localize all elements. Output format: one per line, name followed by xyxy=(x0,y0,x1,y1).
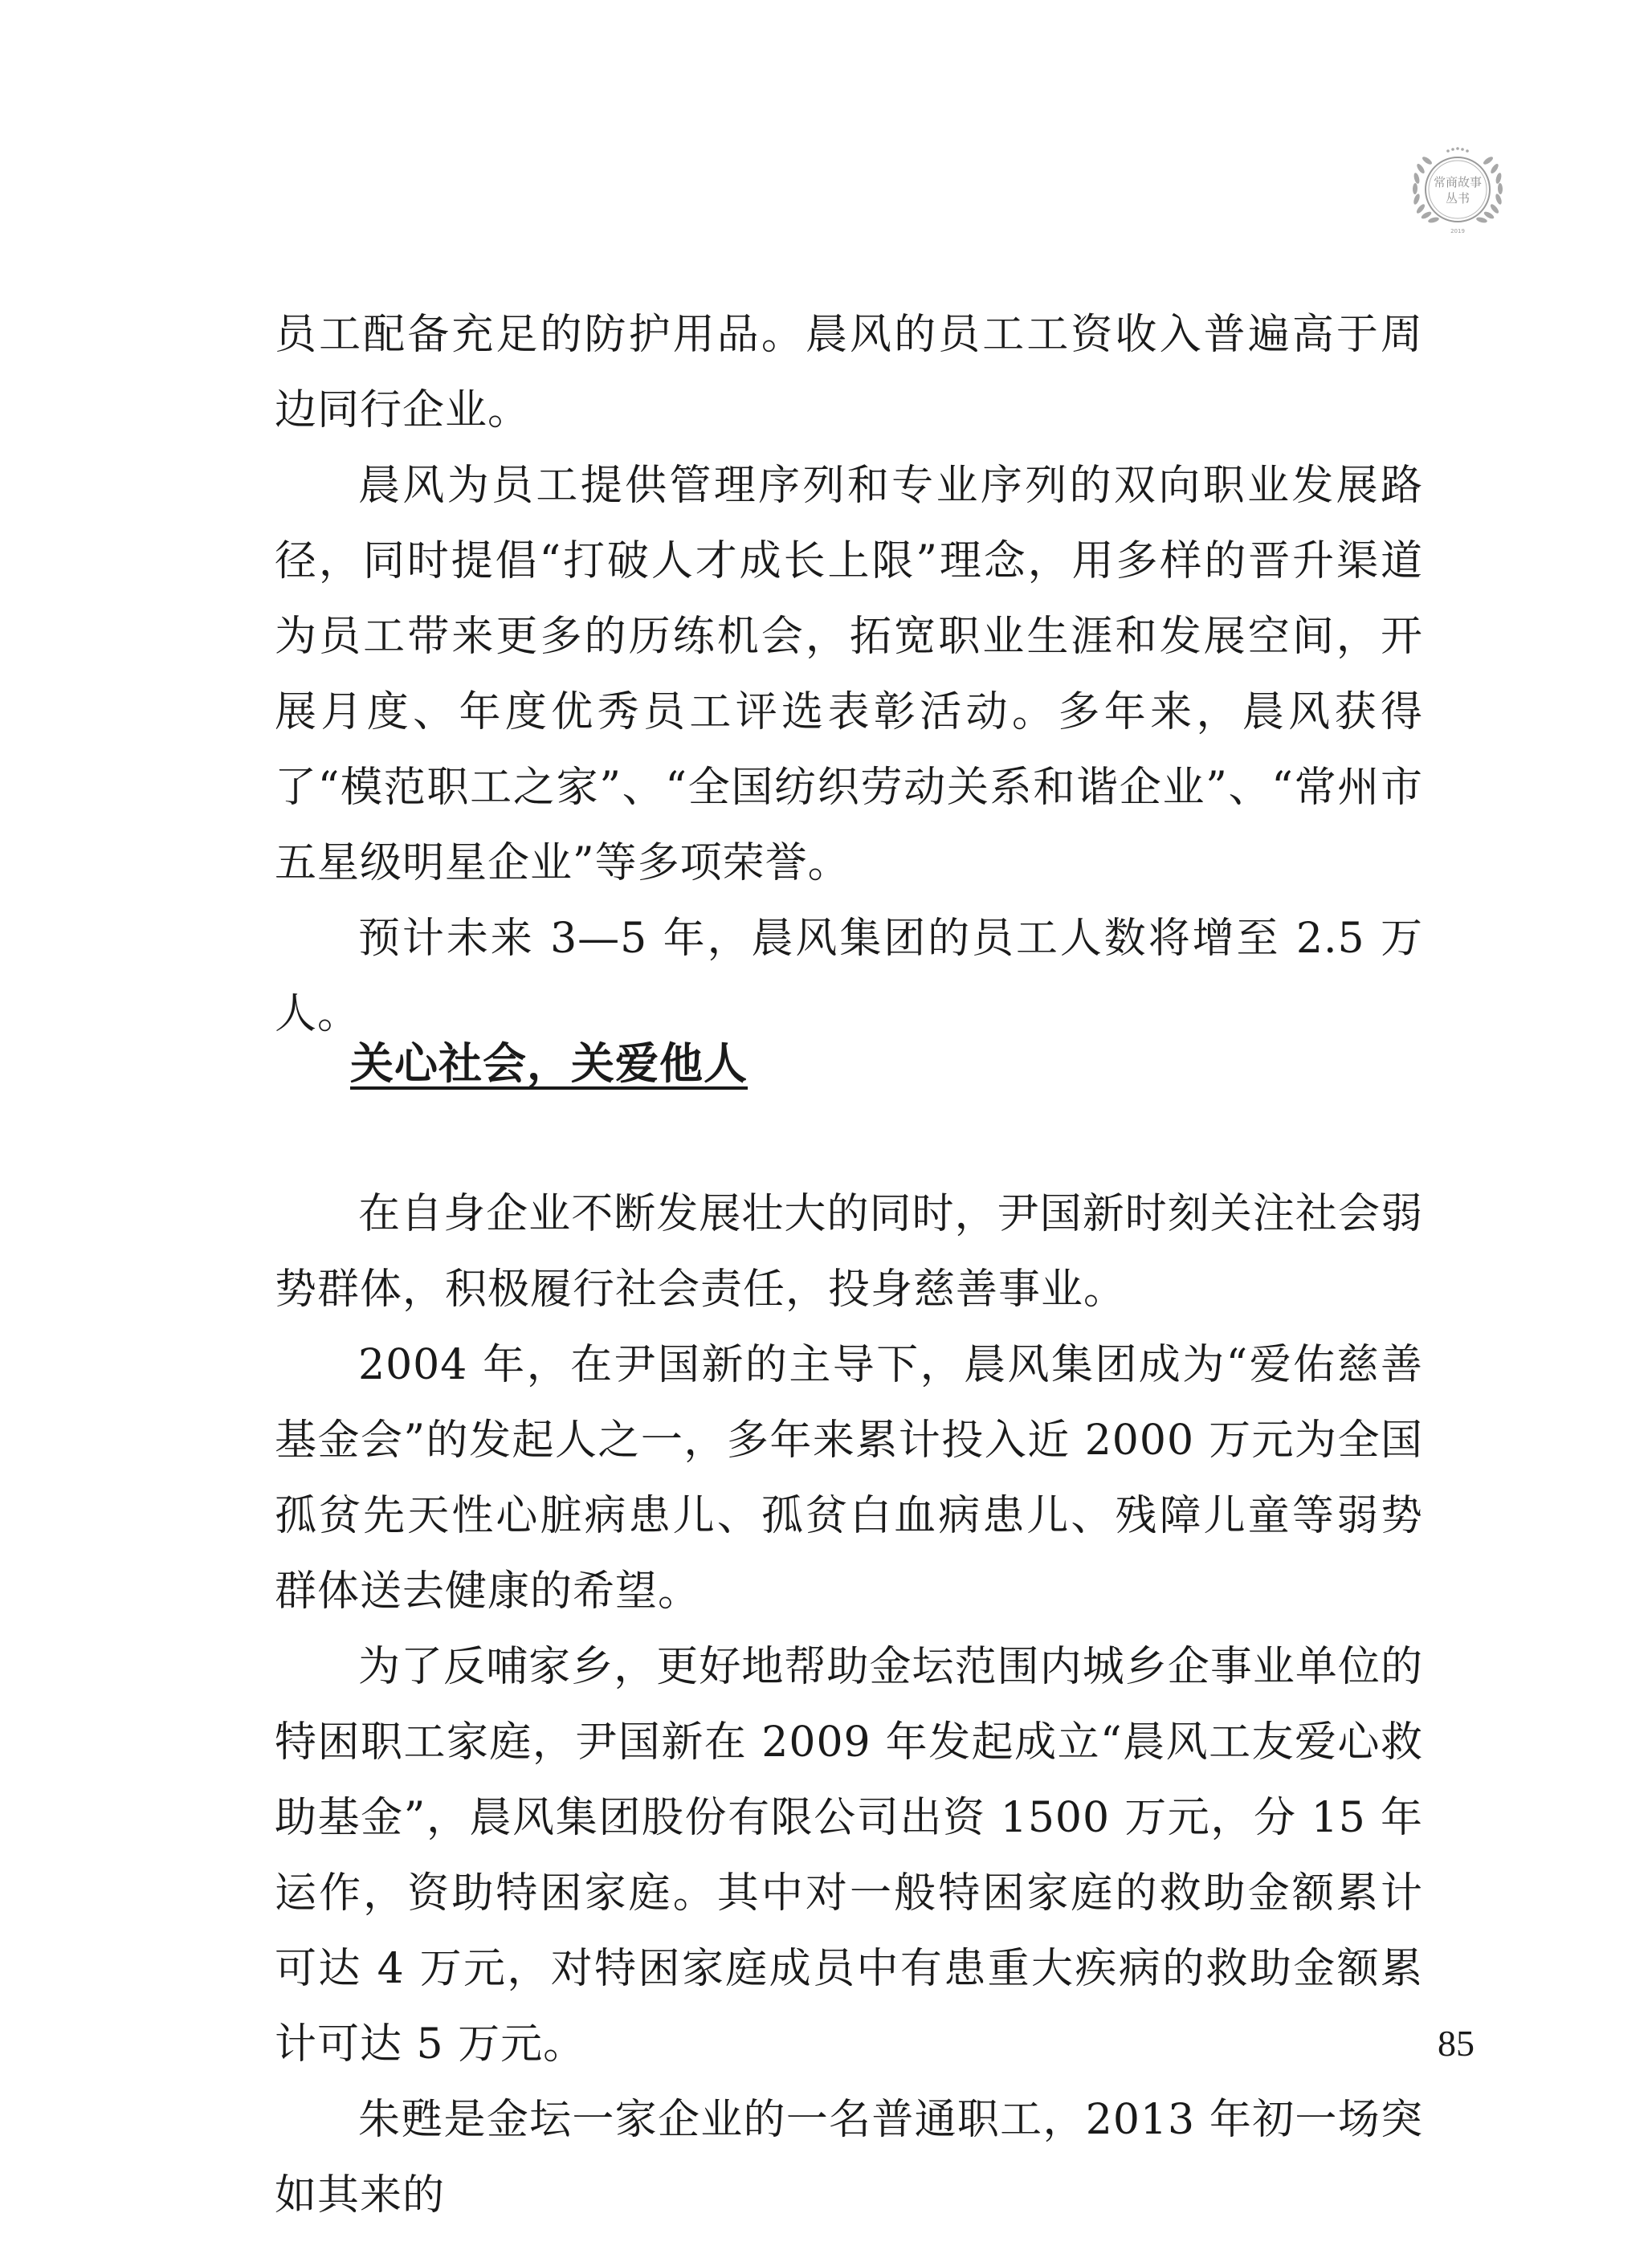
section-heading: 关心社会，关爱他人 xyxy=(350,1038,748,1089)
paragraph: 朱甦是金坛一家企业的一名普通职工，2013 年初一场突如其来的 xyxy=(275,2096,1423,2220)
paragraph: 2004 年，在尹国新的主导下，晨风集团成为“爱佑慈善基金会”的发起人之一，多年来累计投入近 2000 万元为全国孤贫先天性心脏病患儿、孤贫白血病患儿、残障儿童等弱势群体送去健康的希望。 xyxy=(275,1341,1423,1616)
paragraph: 晨风为员工提供管理序列和专业序列的双向职业发展路径，同时提倡“打破人才成长上限”理念，用多样的晋升渠道为员工带来更多的历练机会，拓宽职业生涯和发展空间，开展月度、年度优秀员工评选表彰活动。多年来，晨风获得了“模范职工之家”、“全国纺织劳动关系和谐企业”、“常州市五星级明星企业”等多项荣誉。 xyxy=(275,462,1423,887)
emblem-year: 2019 xyxy=(1450,228,1465,234)
paragraph-continued: 员工配备充足的防护用品。晨风的员工工资收入普遍高于周边同行企业。 xyxy=(275,311,1423,434)
paragraph: 在自身企业不断发展壮大的同时，尹国新时刻关注社会弱势群体，积极履行社会责任，投身慈善事业。 xyxy=(275,1190,1423,1314)
body-text-upper xyxy=(275,297,1423,1052)
body-text-lower xyxy=(275,1176,1423,2233)
emblem-text-line2: 丛书 xyxy=(1445,191,1470,206)
laurel-seal-icon xyxy=(1401,137,1514,249)
series-emblem xyxy=(1401,137,1514,249)
emblem-text-line1: 常商故事 xyxy=(1433,175,1483,190)
paragraph: 预计未来 3—5 年，晨风集团的员工人数将增至 2.5 万人。 xyxy=(275,915,1423,1038)
paragraph: 为了反哺家乡，更好地帮助金坛范围内城乡企事业单位的特困职工家庭，尹国新在 2009 年发起成立“晨风工友爱心救助基金”，晨风集团股份有限公司出资 1500 万元，分 15 年运作，资助特困家庭。其中对一般特困家庭的救助金额累计可达 4 万元，对特困家庭成员中有患重大疾病的救助金额累计可达 5 万元。 xyxy=(275,1643,1423,2069)
page-number: 85 xyxy=(1438,2023,1475,2064)
